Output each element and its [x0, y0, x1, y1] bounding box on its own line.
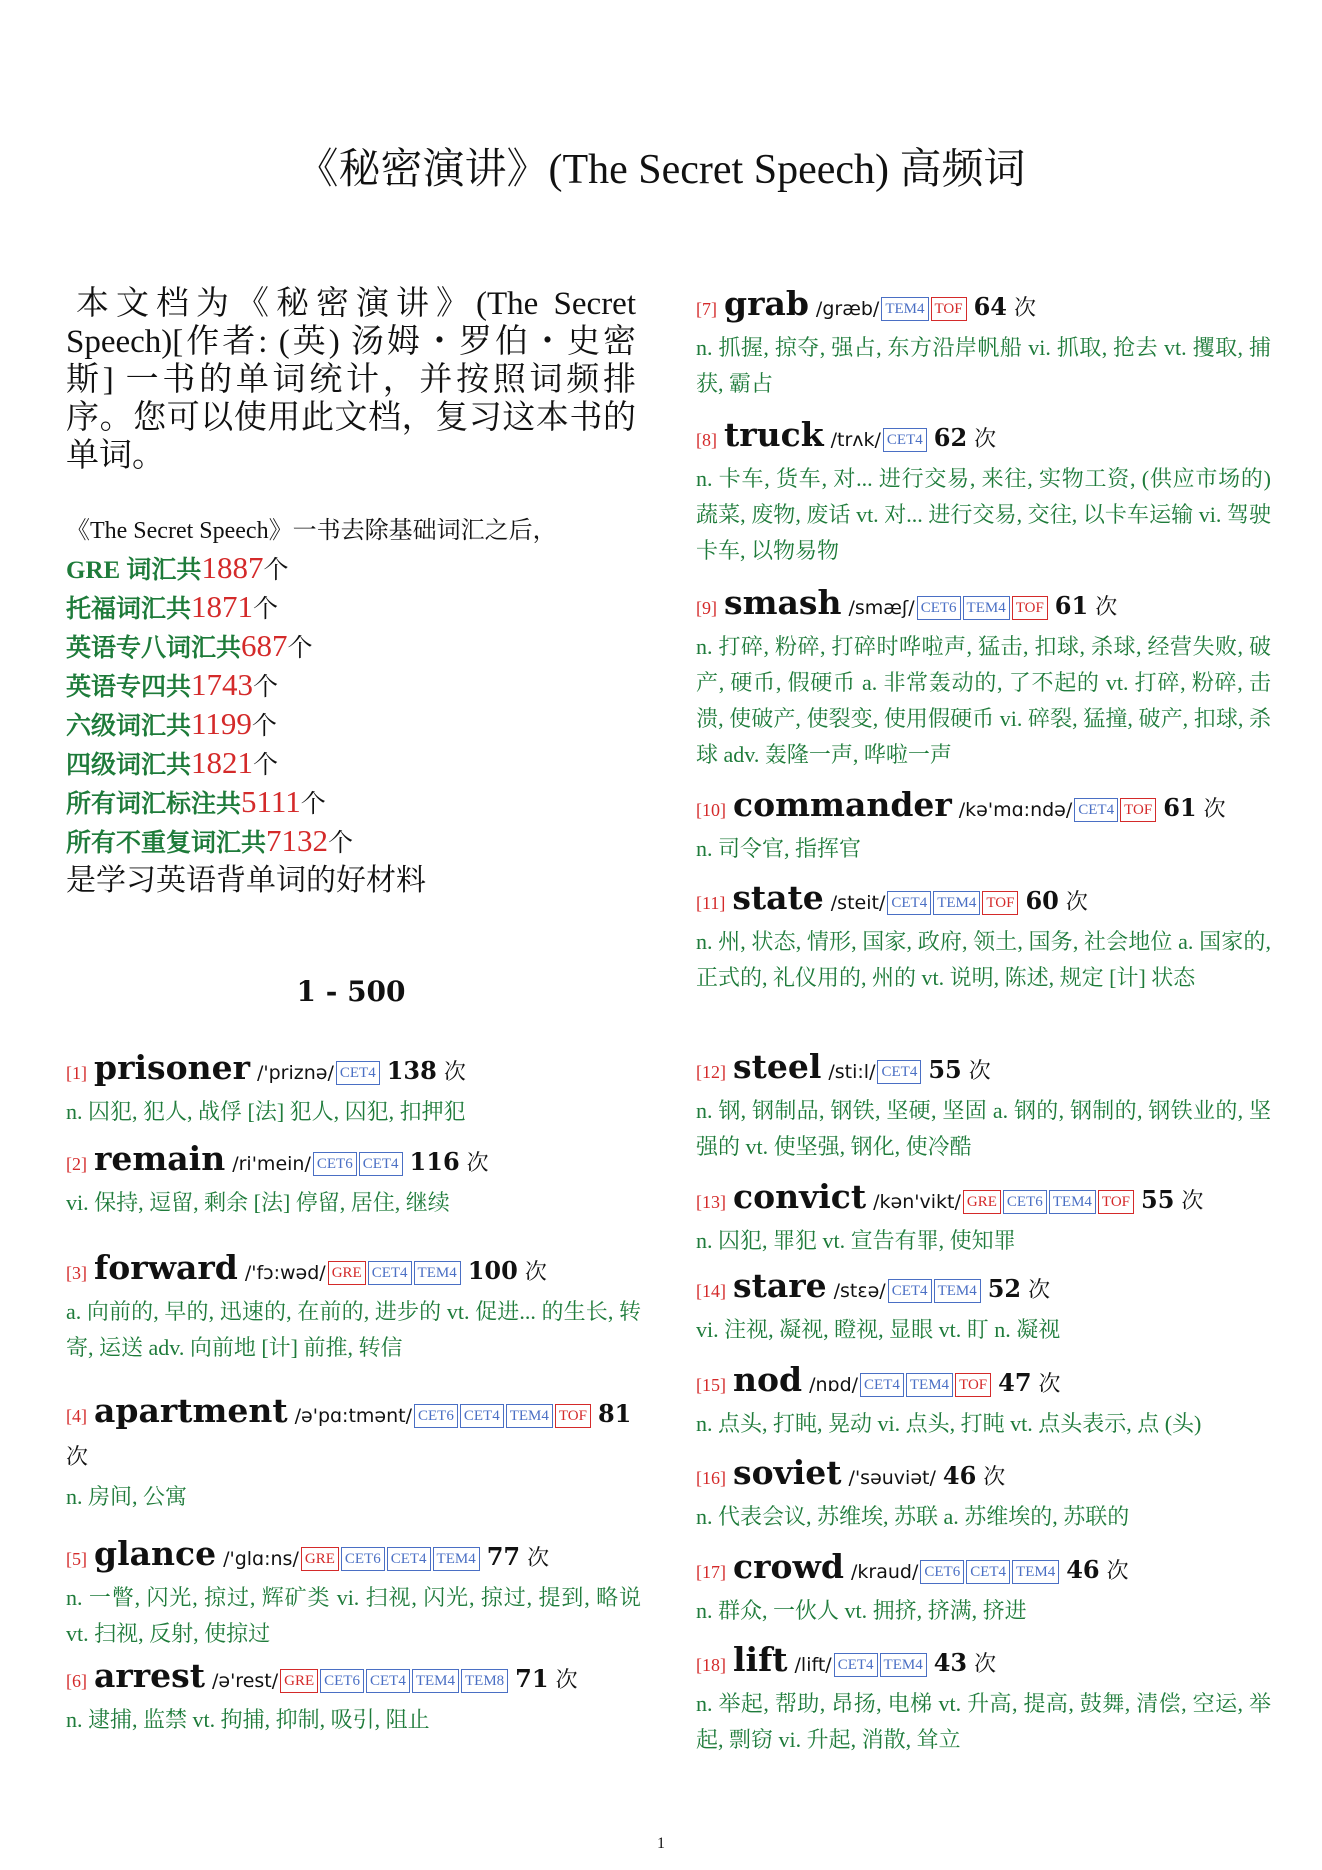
entry-head	[66, 1138, 641, 1185]
entry-head	[66, 1247, 641, 1294]
entry-head	[66, 1047, 641, 1094]
exam-tag: CET6	[320, 1669, 364, 1693]
frequency-unit: 次	[1065, 890, 1088, 915]
document-title: 《秘密演讲》(The Secret Speech) 高频词	[296, 147, 1026, 193]
exam-tag: TEM4	[433, 1547, 480, 1571]
exam-tag: TEM4	[412, 1669, 459, 1693]
stat-value: 1743	[191, 667, 254, 702]
exam-tag: CET6	[313, 1152, 357, 1176]
frequency-unit: 次	[527, 1546, 550, 1571]
stat-label: 六级词汇共	[66, 713, 192, 740]
exam-tag: CET4	[366, 1669, 410, 1693]
word-entry	[66, 1390, 641, 1515]
stat-unit: 个	[253, 752, 279, 779]
exam-tag: TEM4	[934, 1279, 981, 1303]
exam-tag: CET4	[966, 1560, 1010, 1584]
headword: steel	[733, 1047, 822, 1086]
stat-label: 四级词汇共	[66, 752, 192, 779]
entry-head	[696, 283, 1271, 330]
exam-tag: TEM4	[1012, 1560, 1059, 1584]
headword: nod	[733, 1360, 803, 1399]
frequency-unit: 次	[1181, 1189, 1204, 1214]
exam-tag: CET6	[917, 596, 961, 620]
entry-head	[696, 1546, 1271, 1593]
stat-value: 687	[241, 628, 288, 663]
exam-tag: TEM4	[1049, 1190, 1096, 1214]
entry-head	[696, 1452, 1271, 1499]
stat-label: 英语专四共	[66, 674, 192, 701]
definition: n. 举起, 帮助, 昂扬, 电梯 vt. 升高, 提高, 鼓舞, 清偿, 空运, 举起, 剽窃 vi. 升起, 消散, 耸立	[696, 1691, 1271, 1752]
frequency-count: 100	[467, 1256, 518, 1285]
phonetic: /kən'vikt/	[873, 1191, 961, 1213]
exam-tag: TEM4	[880, 1653, 927, 1677]
stat-value: 1821	[191, 745, 254, 780]
frequency-count: 43	[933, 1648, 968, 1677]
word-entry	[696, 414, 1271, 569]
frequency-count: 138	[386, 1056, 437, 1085]
word-entry	[696, 1452, 1271, 1535]
exam-tag: CET4	[359, 1152, 403, 1176]
entry-head	[66, 1533, 641, 1580]
exam-tag: CET4	[1074, 798, 1118, 822]
frequency-count: 116	[409, 1147, 460, 1176]
stat-line	[66, 667, 636, 706]
frequency-unit: 次	[555, 1668, 578, 1693]
phonetic: /steit/	[830, 892, 886, 914]
entry-index: [2]	[66, 1154, 87, 1174]
exam-tag: CET4	[887, 891, 931, 915]
headword: apartment	[94, 1391, 288, 1430]
frequency-unit: 次	[974, 1652, 997, 1677]
exam-tag: CET6	[414, 1404, 458, 1428]
stat-unit: 个	[251, 713, 277, 740]
stat-line	[66, 589, 636, 628]
definition: n. 司令官, 指挥官	[696, 836, 862, 861]
frequency-unit: 次	[1028, 1278, 1051, 1303]
exam-tag: CET4	[368, 1261, 412, 1285]
exam-tag: TEM4	[506, 1404, 553, 1428]
stat-line	[66, 628, 636, 667]
phonetic: /stɛə/	[833, 1280, 886, 1302]
headword: convict	[733, 1177, 867, 1216]
entry-index: [4]	[66, 1406, 87, 1426]
definition: n. 卡车, 货车, 对... 进行交易, 来往, 实物工资, (供应市场的) 蔬菜, 废物, 废话 vt. 对... 进行交易, 交往, 以卡车运输 vi. 驾驶卡车, 以物易物	[696, 466, 1271, 563]
frequency-count: 52	[987, 1274, 1022, 1303]
entry-head	[696, 582, 1271, 629]
stat-unit: 个	[263, 557, 289, 584]
stat-line	[66, 745, 636, 784]
headword: stare	[733, 1266, 827, 1305]
stats-lead: 《The Secret Speech》一书去除基础词汇之后，	[66, 518, 557, 544]
entry-index: [17]	[696, 1562, 726, 1582]
definition: n. 代表会议, 苏维埃, 苏联 a. 苏维埃的, 苏联的	[696, 1504, 1130, 1529]
exam-tag: CET4	[336, 1061, 380, 1085]
stat-unit: 个	[300, 791, 326, 818]
entry-index: [10]	[696, 800, 726, 820]
exam-tag: TEM8	[461, 1669, 508, 1693]
frequency-unit: 次	[974, 427, 997, 452]
word-entry	[696, 283, 1271, 402]
exam-tag: TOF	[955, 1373, 991, 1397]
word-entry	[696, 1265, 1271, 1348]
word-entry	[66, 1138, 641, 1221]
range-heading: 1 - 500	[296, 975, 406, 1008]
exam-tag: TOF	[931, 297, 967, 321]
phonetic: /sti:l/	[828, 1061, 876, 1083]
stat-line	[66, 823, 636, 862]
stats-lines	[66, 550, 636, 862]
entry-index: [13]	[696, 1192, 726, 1212]
frequency-unit: 次	[1106, 1559, 1129, 1584]
entry-index: [9]	[696, 598, 717, 618]
entry-head	[696, 1046, 1271, 1093]
exam-tag: TEM4	[933, 891, 980, 915]
exam-tag: CET4	[888, 1279, 932, 1303]
frequency-unit: 次	[66, 1445, 89, 1470]
entry-head	[696, 1359, 1271, 1406]
frequency-unit: 次	[1038, 1372, 1061, 1397]
stat-label: 托福词汇共	[66, 596, 192, 623]
headword: remain	[94, 1139, 226, 1178]
word-entry	[696, 784, 1271, 867]
phonetic: /lift/	[794, 1654, 832, 1676]
definition: n. 群众, 一伙人 vt. 拥挤, 挤满, 挤进	[696, 1598, 1027, 1623]
word-entry	[696, 1546, 1271, 1629]
phonetic: /'glɑ:ns/	[223, 1548, 299, 1570]
definition: vi. 保持, 逗留, 剩余 [法] 停留, 居住, 继续	[66, 1190, 450, 1215]
frequency-count: 81	[597, 1399, 632, 1428]
stat-value: 1871	[191, 589, 254, 624]
definition: n. 州, 状态, 情形, 国家, 政府, 领土, 国务, 社会地位 a. 国家的, 正式的, 礼仪用的, 州的 vt. 说明, 陈述, 规定 [计] 状态	[696, 929, 1271, 990]
headword: state	[732, 878, 824, 917]
exam-tag: GRE	[301, 1547, 339, 1571]
headword: grab	[724, 284, 809, 323]
entry-index: [14]	[696, 1281, 726, 1301]
stat-label: 英语专八词汇共	[66, 635, 242, 662]
definition: n. 点头, 打盹, 晃动 vi. 点头, 打盹 vt. 点头表示, 点 (头)	[696, 1411, 1202, 1436]
phonetic: /smæʃ/	[848, 597, 915, 619]
exam-tag: CET6	[920, 1560, 964, 1584]
word-entry	[66, 1247, 641, 1366]
frequency-count: 46	[942, 1461, 977, 1490]
definition: n. 抓握, 掠夺, 强占, 东方沿岸帆船 vi. 抓取, 抢去 vt. 攫取, 捕获, 霸占	[696, 335, 1271, 396]
intro-paragraph: 本文档为《秘密演讲》(The Secret Speech)[作者: (英) 汤姆・罗伯・史密斯] 一书的单词统计，并按照词频排序。您可以使用此文档，复习这本书的单词。	[66, 286, 636, 474]
phonetic: /'fɔ:wəd/	[244, 1262, 326, 1284]
exam-tag: TEM4	[414, 1261, 461, 1285]
frequency-count: 47	[998, 1368, 1032, 1397]
entry-index: [15]	[696, 1375, 726, 1395]
frequency-count: 61	[1054, 591, 1089, 620]
word-entry	[696, 1639, 1271, 1758]
frequency-count: 60	[1025, 886, 1059, 915]
exam-tag: TOF	[1012, 596, 1048, 620]
exam-tag: TOF	[1120, 798, 1156, 822]
stat-unit: 个	[287, 635, 313, 662]
frequency-count: 55	[928, 1055, 962, 1084]
word-entry	[696, 1046, 1271, 1165]
phonetic: /græb/	[815, 298, 880, 320]
entry-head	[696, 414, 1271, 461]
frequency-count: 55	[1141, 1185, 1175, 1214]
definition: n. 逮捕, 监禁 vt. 拘捕, 抑制, 吸引, 阻止	[66, 1707, 430, 1732]
definition: n. 囚犯, 罪犯 vt. 宣告有罪, 使知罪	[696, 1228, 1016, 1253]
phonetic: /ri'mein/	[232, 1153, 311, 1175]
headword: smash	[724, 583, 842, 622]
stat-unit: 个	[253, 596, 279, 623]
definition: n. 一瞥, 闪光, 掠过, 辉矿类 vi. 扫视, 闪光, 掠过, 提到, 略说 vt. 扫视, 反射, 使掠过	[66, 1585, 641, 1646]
stat-value: 7132	[266, 823, 329, 858]
frequency-unit: 次	[1013, 296, 1036, 321]
definition: n. 房间, 公寓	[66, 1484, 188, 1509]
frequency-count: 77	[486, 1542, 521, 1571]
stat-value: 5111	[241, 784, 301, 819]
exam-tag: TOF	[1098, 1190, 1134, 1214]
exam-tag: TOF	[555, 1404, 591, 1428]
phonetic: /kraud/	[850, 1561, 919, 1583]
stats-closing: 是学习英语背单词的好材料	[66, 864, 426, 897]
headword: truck	[724, 415, 824, 454]
exam-tag: CET4	[834, 1653, 878, 1677]
definition: n. 钢, 钢制品, 钢铁, 坚硬, 坚固 a. 钢的, 钢制的, 钢铁业的, 坚强的 vt. 使坚强, 钢化, 使冷酷	[696, 1098, 1271, 1159]
headword: arrest	[94, 1656, 205, 1695]
phonetic: /'səuviət/	[848, 1467, 936, 1489]
entry-head	[66, 1390, 641, 1479]
headword: forward	[94, 1248, 238, 1287]
stat-line	[66, 784, 636, 823]
entry-head	[696, 1639, 1271, 1686]
exam-tag: CET4	[877, 1060, 921, 1084]
exam-tag: TEM4	[881, 297, 928, 321]
exam-tag: CET4	[460, 1404, 504, 1428]
phonetic: /trʌk/	[830, 429, 881, 451]
vocabulary-stats	[66, 512, 636, 900]
stat-unit: 个	[328, 830, 354, 857]
entry-index: [6]	[66, 1671, 87, 1691]
exam-tag: CET4	[883, 428, 927, 452]
exam-tag: CET4	[387, 1547, 431, 1571]
exam-tag: CET6	[341, 1547, 385, 1571]
frequency-unit: 次	[1203, 797, 1226, 822]
frequency-count: 62	[933, 423, 968, 452]
entry-head	[696, 877, 1271, 924]
stat-label: 所有不重复词汇共	[66, 830, 267, 857]
entry-index: [11]	[696, 893, 726, 913]
frequency-count: 64	[973, 292, 1007, 321]
page-number: 1	[657, 1835, 665, 1852]
stat-label: GRE 词汇共	[66, 557, 202, 584]
exam-tag: GRE	[280, 1669, 318, 1693]
stat-line	[66, 550, 636, 589]
word-entry	[696, 582, 1271, 773]
exam-tag: CET6	[1003, 1190, 1047, 1214]
phonetic: /ə'pɑ:tmənt/	[294, 1405, 413, 1427]
frequency-count: 46	[1066, 1555, 1100, 1584]
word-entry	[66, 1655, 641, 1738]
exam-tag: TEM4	[906, 1373, 953, 1397]
entry-head	[696, 784, 1271, 831]
frequency-unit: 次	[524, 1260, 547, 1285]
word-entry	[696, 1176, 1271, 1259]
headword: crowd	[733, 1547, 844, 1586]
entry-head	[66, 1655, 641, 1702]
phonetic: /ə'rest/	[211, 1670, 279, 1692]
stat-value: 1887	[201, 550, 264, 585]
word-entry	[66, 1533, 641, 1652]
stat-line	[66, 706, 636, 745]
headword: lift	[733, 1640, 788, 1679]
phonetic: /kə'mɑ:ndə/	[958, 799, 1073, 821]
word-entry	[696, 877, 1271, 996]
frequency-unit: 次	[968, 1059, 991, 1084]
entry-head	[696, 1265, 1271, 1312]
headword: soviet	[733, 1453, 842, 1492]
frequency-unit: 次	[443, 1060, 466, 1085]
stat-value: 1199	[191, 706, 252, 741]
entry-index: [12]	[696, 1062, 726, 1082]
word-entry	[696, 1359, 1271, 1442]
entry-index: [7]	[696, 299, 717, 319]
definition: n. 囚犯, 犯人, 战俘 [法] 犯人, 囚犯, 扣押犯	[66, 1099, 466, 1124]
word-entry	[66, 1047, 641, 1130]
entry-index: [16]	[696, 1468, 726, 1488]
frequency-count: 71	[515, 1664, 549, 1693]
entry-index: [18]	[696, 1655, 726, 1675]
stat-label: 所有词汇标注共	[66, 791, 242, 818]
headword: prisoner	[94, 1048, 250, 1087]
phonetic: /'priznə/	[256, 1062, 334, 1084]
stat-unit: 个	[253, 674, 279, 701]
phonetic: /nɒd/	[809, 1374, 859, 1396]
frequency-unit: 次	[983, 1465, 1006, 1490]
entry-index: [3]	[66, 1263, 87, 1283]
headword: glance	[94, 1534, 217, 1573]
exam-tag: GRE	[328, 1261, 366, 1285]
exam-tag: TEM4	[963, 596, 1010, 620]
definition: n. 打碎, 粉碎, 打碎时哗啦声, 猛击, 扣球, 杀球, 经营失败, 破产, 硬币, 假硬币 a. 非常轰动的, 了不起的 vt. 打碎, 粉碎, 击溃, 使破产, 使裂变, 使用假硬币 vi. 碎裂, 猛撞, 破产, 扣球, 杀球 adv. 轰隆一声, 哗啦一声	[696, 634, 1271, 767]
exam-tag: CET4	[860, 1373, 904, 1397]
entry-head	[696, 1176, 1271, 1223]
exam-tag: GRE	[963, 1190, 1001, 1214]
definition: vi. 注视, 凝视, 瞪视, 显眼 vt. 盯 n. 凝视	[696, 1317, 1061, 1342]
entry-index: [1]	[66, 1063, 87, 1083]
frequency-unit: 次	[1095, 595, 1118, 620]
headword: commander	[733, 785, 952, 824]
entry-index: [8]	[696, 430, 717, 450]
definition: a. 向前的, 早的, 迅速的, 在前的, 进步的 vt. 促进... 的生长, 转寄, 运送 adv. 向前地 [计] 前推, 转信	[66, 1299, 641, 1360]
frequency-count: 61	[1163, 793, 1197, 822]
frequency-unit: 次	[466, 1151, 489, 1176]
entry-index: [5]	[66, 1549, 87, 1569]
exam-tag: TOF	[982, 891, 1018, 915]
